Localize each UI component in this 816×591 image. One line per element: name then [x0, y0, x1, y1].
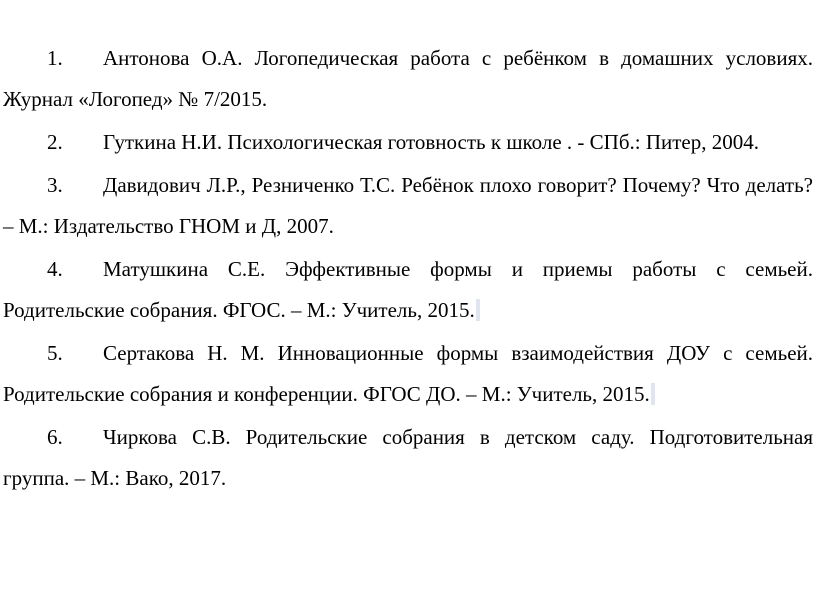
- reference-text: Гуткина Н.И. Психологическая готовность к школе . - СПб.: Питер, 2004.: [103, 130, 760, 154]
- reference-item-4: [3, 249, 813, 331]
- text-cursor-mark: [651, 383, 655, 405]
- reference-number: 2.: [47, 130, 63, 154]
- text-cursor-mark: [476, 299, 480, 321]
- reference-item-2: [3, 122, 813, 163]
- reference-text: Матушкина С.Е. Эффективные формы и приемы работы с семьей. Родительские собрания. ФГОС. – М.: Учитель, 2015.: [3, 257, 813, 322]
- reference-text: Давидович Л.Р., Резниченко Т.С. Ребёнок плохо говорит? Почему? Что делать? – М.: Издательство ГНОМ и Д, 2007.: [3, 173, 813, 238]
- reference-number: 6.: [47, 425, 63, 449]
- reference-number: 1.: [47, 46, 63, 70]
- reference-item-5: [3, 333, 813, 415]
- reference-number: 5.: [47, 341, 63, 365]
- reference-text: Антонова О.А. Логопедическая работа с ребёнком в домашних условиях. Журнал «Логопед» № 7/2015.: [3, 46, 813, 111]
- reference-item-1: [3, 38, 813, 120]
- reference-number: 4.: [47, 257, 63, 281]
- reference-item-3: [3, 165, 813, 247]
- reference-number: 3.: [47, 173, 63, 197]
- reference-text: Чиркова С.В. Родительские собрания в детском саду. Подготовительная группа. – М.: Вако, 2017.: [3, 425, 813, 490]
- reference-list: [3, 38, 813, 501]
- reference-item-6: [3, 417, 813, 499]
- reference-text: Сертакова Н. М. Инновационные формы взаимодействия ДОУ с семьей. Родительские собрания и конференции. ФГОС ДО. – М.: Учитель, 2015.: [3, 341, 813, 406]
